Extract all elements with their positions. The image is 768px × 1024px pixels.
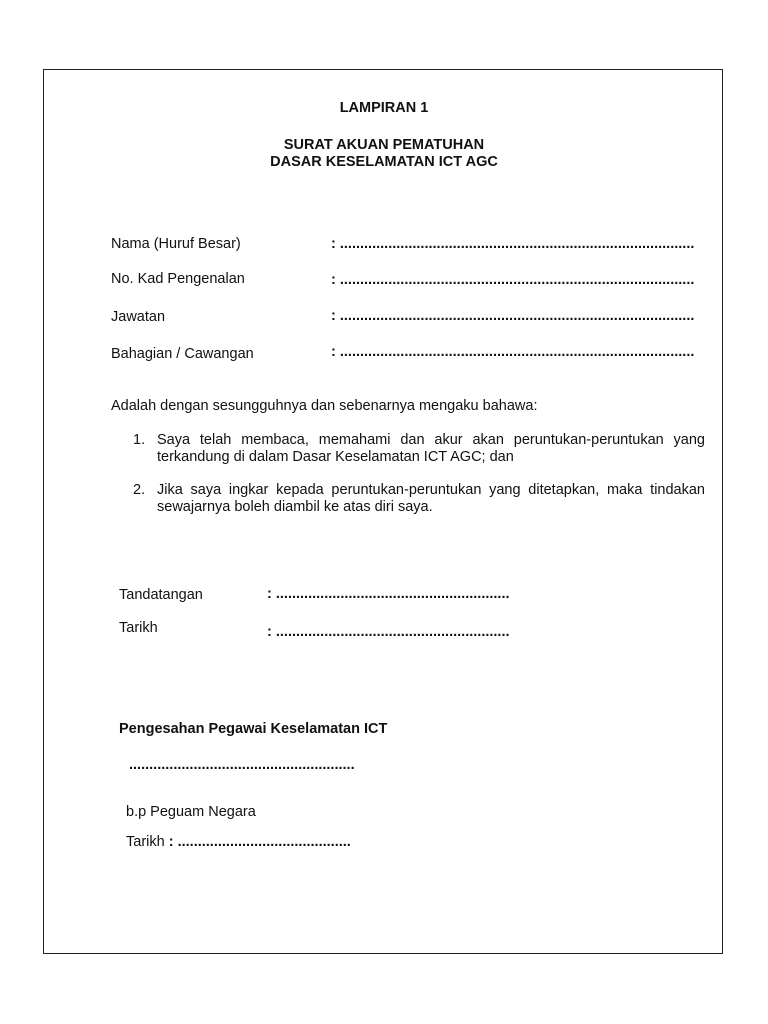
position-label: Jawatan <box>111 309 166 325</box>
name-label: Nama (Huruf Besar) <box>111 236 241 252</box>
declaration-item <box>133 432 705 466</box>
name-field[interactable]: : ........................................................................................ <box>331 236 695 252</box>
declaration-item-number: 2. <box>133 482 146 498</box>
on-behalf-label: b.p Peguam Negara <box>126 804 256 820</box>
declaration-intro: Adalah dengan sesungguhnya dan sebenarnya mengaku bahawa: <box>111 398 538 414</box>
officer-signature-line[interactable]: ........................................................ <box>129 757 355 773</box>
division-field[interactable]: : ........................................................................................ <box>331 344 695 360</box>
officer-date-row <box>126 834 351 850</box>
date-field[interactable]: : .......................................................... <box>267 624 510 640</box>
declaration-item <box>133 482 705 516</box>
signature-label: Tandatangan <box>119 587 203 603</box>
date-label: Tarikh <box>119 620 158 636</box>
declaration-item-number: 1. <box>133 432 146 448</box>
declaration-item-text: Jika saya ingkar kepada peruntukan-peruntukan yang ditetapkan, maka tindakan sewajarnya boleh diambil ke atas diri saya. <box>157 482 705 515</box>
declaration-item-text: Saya telah membaca, memahami dan akur akan peruntukan-peruntukan yang terkandung di dalam Dasar Keselamatan ICT AGC; dan <box>157 432 705 465</box>
ic-number-field[interactable]: : ........................................................................................ <box>331 272 695 288</box>
endorsement-title: Pengesahan Pegawai Keselamatan ICT <box>119 721 388 737</box>
signature-field[interactable]: : .......................................................... <box>267 586 510 602</box>
ic-number-label: No. Kad Pengenalan <box>111 271 245 287</box>
division-label: Bahagian / Cawangan <box>111 346 254 362</box>
document-title-line2: DASAR KESELAMATAN ICT AGC <box>270 154 498 170</box>
officer-date-field[interactable]: : ........................................... <box>168 834 351 850</box>
appendix-label: LAMPIRAN 1 <box>339 100 429 116</box>
position-field[interactable]: : ........................................................................................ <box>331 308 695 324</box>
document-title-line1: SURAT AKUAN PEMATUHAN <box>283 137 485 153</box>
officer-date-label: Tarikh <box>126 834 165 850</box>
